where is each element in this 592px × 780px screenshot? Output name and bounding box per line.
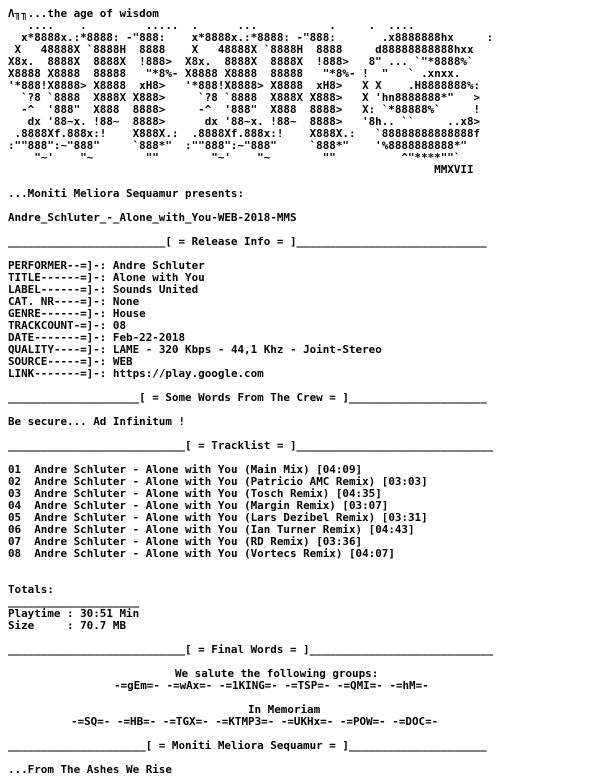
release-info-value: None — [112, 295, 140, 308]
release-info-label: TITLE------=]-: — [8, 271, 113, 284]
section-header-final-words: ___________________________[ = Final Words = ]____________________________ — [8, 643, 494, 656]
group-logo-ascii-art — [8, 20, 588, 176]
release-info-label: DATE-------=]-: — [8, 331, 113, 344]
track-title: Andre Schluter - Alone with You (Patricio AMC Remix) [03:03] — [34, 475, 428, 488]
logo-art-line: MMXVII — [8, 163, 474, 176]
release-info-label: PERFORMER--=]-: — [8, 259, 113, 272]
track-number: 08 — [8, 547, 22, 560]
track-title: Andre Schluter - Alone with You (Margin Remix) [03:07] — [34, 499, 389, 512]
totals-size: Size : 70.7 MB — [8, 619, 127, 632]
track-number: 06 — [8, 523, 22, 536]
section-header-release-info: ________________________[ = Release Info = ]_____________________________ — [8, 235, 487, 248]
release-info-value: House — [112, 307, 146, 320]
release-info-label: CAT. NR----=]-: — [8, 295, 113, 308]
logo-art-line: x*8888x.:*8888: -"888: x*8888x.:*8888: -"888: .x8888888hx : — [8, 31, 494, 44]
track-number: 01 — [8, 463, 22, 476]
release-info-label: LINK-------=]-: — [8, 367, 113, 380]
release-info-label: SOURCE-----=]-: — [8, 355, 113, 368]
release-info-value: WEB — [112, 355, 133, 368]
release-info-label: QUALITY----=]-: — [8, 343, 113, 356]
footer-line: ...From The Ashes We Rise — [8, 763, 172, 776]
tracklist — [8, 464, 588, 560]
crew-message: Be secure... Ad Infinitum ! — [8, 415, 186, 428]
logo-art-line: .... . ..... . ... . . .... — [8, 19, 415, 32]
nfo-text — [8, 8, 588, 776]
totals-heading: Totals: — [8, 583, 54, 596]
salute-heading: We salute the following groups: — [175, 667, 379, 680]
presents-line: ...Moniti Meliora Sequamur presents: — [8, 187, 245, 200]
totals-rule: ____________________ — [8, 595, 140, 608]
release-info-value: https://play.google.com — [112, 367, 264, 380]
section-header-tracklist: ___________________________[ = Tracklist = ]______________________________ — [8, 439, 494, 452]
section-header-crew-words: ____________________[ = Some Words From The Crew = ]_____________________ — [8, 391, 487, 404]
track-number: 03 — [8, 487, 22, 500]
track-number: 02 — [8, 475, 22, 488]
track-title: Andre Schluter - Alone with You (Vortecs Remix) [04:07] — [34, 547, 395, 560]
logo-art-line: `?8 `8888 X888X X888> `?8 `8888 X888X X888> X 'hn8888888*" > — [8, 91, 481, 104]
spacer — [8, 560, 588, 572]
logo-art-line: X 48888X `8888H 8888 X 48888X `8888H 8888 d88888888888hxx — [8, 43, 474, 56]
release-info-label: LABEL------=]-: — [8, 283, 113, 296]
totals-playtime: Playtime : 30:51 Min — [8, 607, 140, 620]
track-title: Andre Schluter - Alone with You (Main Mix) [04:09] — [34, 463, 363, 476]
release-info-value: 08 — [112, 319, 127, 332]
logo-art-line: -^ '888" X888 8888> -^ '888" X888 8888> X: `*88888%` ! — [8, 103, 481, 116]
logo-art-line: dx '88~x. !88~ 8888> dx '88~x. !88~ 8888> '8h.. `` ..x8> — [8, 115, 481, 128]
release-info-value: Feb-22-2018 — [112, 331, 186, 344]
memoriam-groups: -=SQ=- -=HB=- -=TGX=- -=KTMP3=- -=UKHx=- -=POW=- -=DOC=- — [71, 715, 439, 728]
header-line: Λ╖╖...the age of wisdom — [8, 7, 159, 20]
release-name: Andre_Schluter_-_Alone_with_You-WEB-2018-MMS — [8, 211, 297, 224]
section-header-motto: _____________________[ = Moniti Meliora Sequamur = ]_____________________ — [8, 739, 487, 752]
release-info-value: Sounds United — [112, 283, 199, 296]
track-title: Andre Schluter - Alone with You (Tosch Remix) [04:35] — [34, 487, 382, 500]
logo-art-line: "~' "~ "" "~' "~ "" ^"****""` — [8, 151, 461, 164]
logo-art-line: .8888Xf.888x:! X888X.: .8888Xf.888x:! X888X.: `88888888888888f — [8, 127, 481, 140]
release-info-block — [8, 260, 588, 380]
track-row — [8, 548, 588, 560]
memoriam-heading: In Memoriam — [248, 703, 321, 716]
logo-art-line: :""888":~"888" `888*" :""888":~"888" `888*" '%8888888888*" — [8, 139, 467, 152]
release-info-value: Andre Schluter — [112, 259, 205, 272]
salute-groups: -=gEm=- -=wAx=- -=1KING=- -=TSP=- -=QMI=- -=hM=- — [114, 679, 429, 692]
release-info-value: Alone with You — [112, 271, 205, 284]
track-title: Andre Schluter - Alone with You (Ian Turner Remix) [04:43] — [34, 523, 415, 536]
release-info-value: LAME - 320 Kbps - 44,1 Khz - Joint-Stereo — [112, 343, 382, 356]
track-number: 07 — [8, 535, 22, 548]
release-info-row — [8, 368, 588, 380]
track-title: Andre Schluter - Alone with You (RD Remix) [03:36] — [34, 535, 363, 548]
track-title: Andre Schluter - Alone with You (Lars Dezibel Remix) [03:31] — [34, 511, 428, 524]
release-info-label: TRACKCOUNT-=]-: — [8, 319, 113, 332]
logo-art-line: '*888!X8888> X8888 xH8> '*888!X8888> X8888 xH8> X X .H8888888%: — [8, 79, 481, 92]
spacer — [8, 572, 588, 584]
logo-art-line: X8x. 8888X 8888X !888> X8x. 8888X 8888X !888> 8" ... `"*8888%` — [8, 55, 474, 68]
logo-art-line: X8888 X8888 88888 "*8%- X8888 X8888 88888 "*8%- ! " ` .xnxx. — [8, 67, 461, 80]
track-number: 05 — [8, 511, 22, 524]
track-number: 04 — [8, 499, 22, 512]
release-info-label: GENRE------=]-: — [8, 307, 113, 320]
